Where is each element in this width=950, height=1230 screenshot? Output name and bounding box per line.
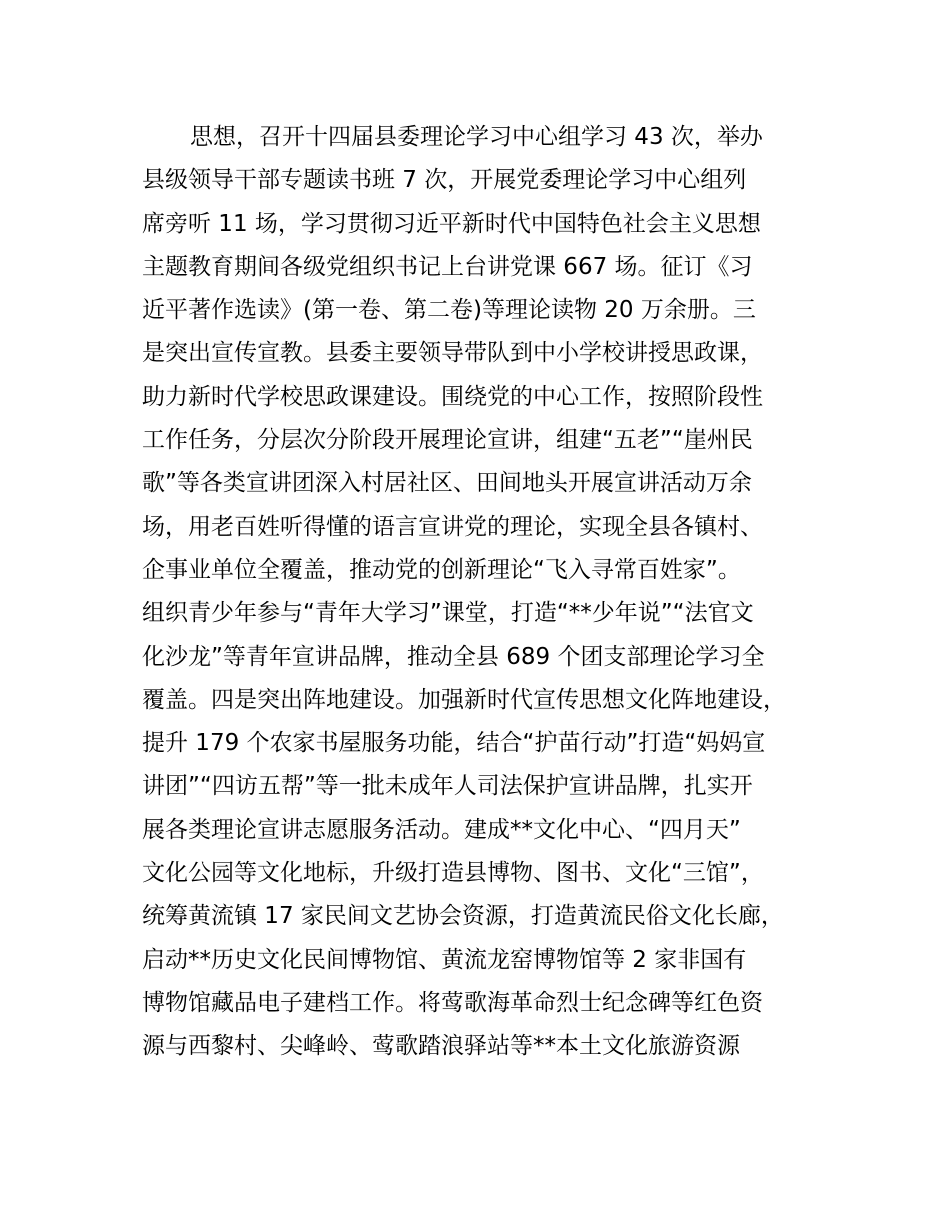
text-line: 歌”等各类宣讲团深入村居社区、田间地头开展宣讲活动万余 — [142, 470, 752, 497]
text-line: 启动**历史文化民间博物馆、黄流龙窑博物馆等 2 家非国有 — [142, 946, 747, 973]
text-line: 近平著作选读》(第一卷、第二卷)等理论读物 20 万余册。三 — [142, 297, 756, 324]
text-line: 组织青少年参与“青年大学习”课堂，打造“**少年说”“法官文 — [142, 600, 754, 627]
text-line: 化沙龙”等青年宣讲品牌，推动全县 689 个团支部理论学习全 — [142, 643, 765, 670]
text-line: 场，用老百姓听得懂的语言宣讲党的理论，实现全县各镇村、 — [142, 513, 763, 540]
text-line: 工作任务，分层次分阶段开展理论宣讲，组建“五老”“崖州民 — [142, 427, 753, 454]
text-line: 助力新时代学校思政课建设。围绕党的中心工作，按照阶段性 — [142, 383, 763, 410]
text-line: 讲团”“四访五帮”等一批未成年人司法保护宣讲品牌，扎实开 — [142, 773, 753, 800]
text-line: 提升 179 个农家书屋服务功能，结合“护苗行动”打造“妈妈宣 — [142, 730, 766, 757]
text-line: 县级领导干部专题读书班 7 次，开展党委理论学习中心组列 — [142, 167, 747, 194]
body-paragraph — [142, 116, 842, 1069]
text-line: 文化公园等文化地标，升级打造县博物、图书、文化“三馆”， — [142, 860, 764, 887]
text-line: 统筹黄流镇 17 家民间文艺协会资源，打造黄流民俗文化长廊， — [142, 903, 784, 930]
text-line: 是突出宣传宣教。县委主要领导带队到中小学校讲授思政课， — [142, 340, 763, 367]
text-line: 覆盖。四是突出阵地建设。加强新时代宣传思想文化阵地建设， — [142, 686, 786, 713]
text-line: 博物馆藏品电子建档工作。将莺歌海革命烈士纪念碑等红色资 — [142, 989, 763, 1016]
text-line: 源与西黎村、尖峰岭、莺歌踏浪驿站等**本土文化旅游资源 — [142, 1033, 740, 1060]
text-line: 思想，召开十四届县委理论学习中心组学习 43 次，举办 — [190, 124, 763, 150]
text-line: 席旁听 11 场，学习贯彻习近平新时代中国特色社会主义思想 — [142, 210, 761, 237]
text-line: 展各类理论宣讲志愿服务活动。建成**文化中心、“四月天” — [142, 816, 741, 843]
text-line: 主题教育期间各级党组织书记上台讲党课 667 场。征订《习 — [142, 253, 753, 280]
text-line: 企事业单位全覆盖，推动党的创新理论“飞入寻常百姓家”。 — [142, 556, 741, 583]
